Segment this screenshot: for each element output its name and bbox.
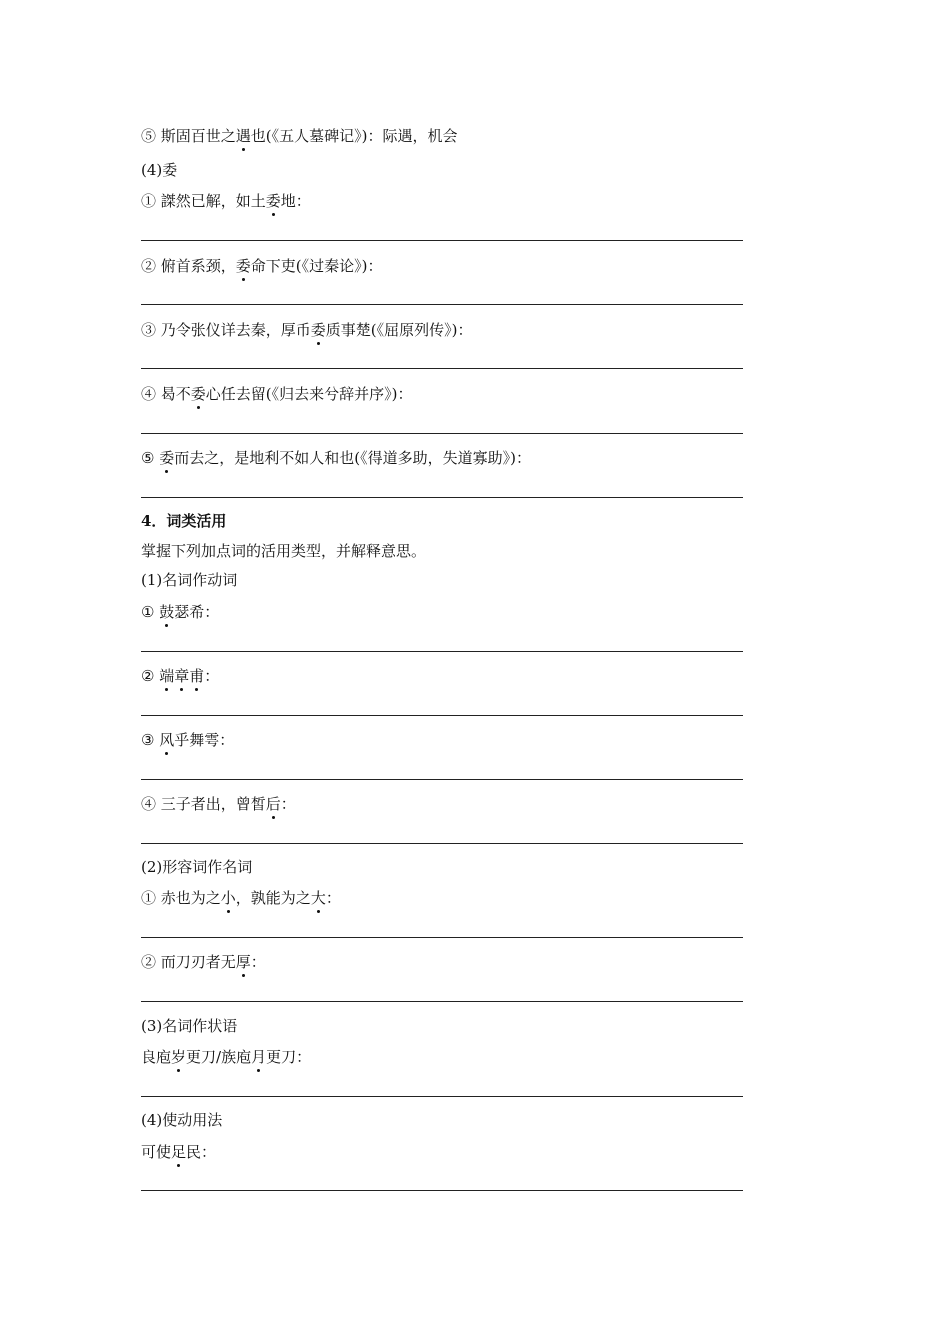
question-line: ① 謋然已解，如土委地： <box>141 192 311 210</box>
emphasis-dot-char: 鼓 <box>159 603 175 621</box>
emphasis-dot-char: 月 <box>251 1048 267 1066</box>
question-line: ④ 三子者出，曾皙后： <box>141 795 296 813</box>
answer-line[interactable] <box>141 843 743 844</box>
subheading: (4)委 <box>141 161 178 179</box>
question-line: 良庖岁更刀/族庖月更刀： <box>141 1048 312 1066</box>
emphasis-dot-char: 甫 <box>189 667 205 685</box>
emphasis-dot-char: 厚 <box>235 953 251 971</box>
emphasis-dot-char: 章 <box>174 667 190 685</box>
instruction-text: 掌握下列加点词的活用类型，并解释意思。 <box>141 542 427 560</box>
question-line: ③ 乃令张仪详去秦，厚币委质事楚(《屈原列传》)： <box>141 321 473 339</box>
question-line: ② 而刀刃者无厚： <box>141 953 266 971</box>
subheading: (3)名词作状语 <box>141 1017 238 1035</box>
section-heading: 4．词类活用 <box>141 512 227 530</box>
emphasis-dot-char: 委 <box>265 192 281 210</box>
emphasis-dot-char: 后 <box>265 795 281 813</box>
answer-line[interactable] <box>141 937 743 938</box>
question-line: ② 端章甫： <box>141 667 220 685</box>
answer-line[interactable] <box>141 1190 743 1191</box>
answer-line[interactable] <box>141 304 743 305</box>
subheading: (4)使动用法 <box>141 1111 223 1129</box>
answer-line[interactable] <box>141 433 743 434</box>
question-line: ① 鼓瑟希： <box>141 603 220 621</box>
emphasis-dot-char: 大 <box>310 889 326 907</box>
answer-line[interactable] <box>141 497 743 498</box>
subheading: (2)形容词作名词 <box>141 858 253 876</box>
answer-line[interactable] <box>141 368 743 369</box>
emphasis-dot-char: 遇 <box>235 127 251 145</box>
question-line: ③ 风乎舞雩： <box>141 731 235 749</box>
answer-line[interactable] <box>141 651 743 652</box>
answer-line[interactable] <box>141 715 743 716</box>
answer-line[interactable] <box>141 779 743 780</box>
emphasis-dot-char: 岁 <box>171 1048 187 1066</box>
question-line: ② 俯首系颈，委命下吏(《过秦论》)： <box>141 257 383 275</box>
question-line: ④ 曷不委心任去留(《归去来兮辞并序》)： <box>141 385 413 403</box>
subheading: (1)名词作动词 <box>141 571 238 589</box>
emphasis-dot-char: 委 <box>310 321 326 339</box>
question-line: 可使足民： <box>141 1143 217 1161</box>
answer-line[interactable] <box>141 1096 743 1097</box>
emphasis-dot-char: 足 <box>171 1143 187 1161</box>
answer-line[interactable] <box>141 1001 743 1002</box>
emphasis-dot-char: 小 <box>220 889 236 907</box>
emphasis-dot-char: 委 <box>159 449 175 467</box>
emphasis-dot-char: 端 <box>159 667 175 685</box>
answer-line[interactable] <box>141 240 743 241</box>
emphasis-dot-char: 委 <box>235 257 251 275</box>
question-line: ⑤ 委而去之，是地利不如人和也(《得道多助，失道寡助》)： <box>141 449 531 467</box>
text-line: ⑤ 斯固百世之遇也(《五人墓碑记》)：际遇，机会 <box>141 127 458 145</box>
emphasis-dot-char: 委 <box>190 385 206 403</box>
emphasis-dot-char: 风 <box>159 731 175 749</box>
question-line: ① 赤也为之小，孰能为之大： <box>141 889 341 907</box>
